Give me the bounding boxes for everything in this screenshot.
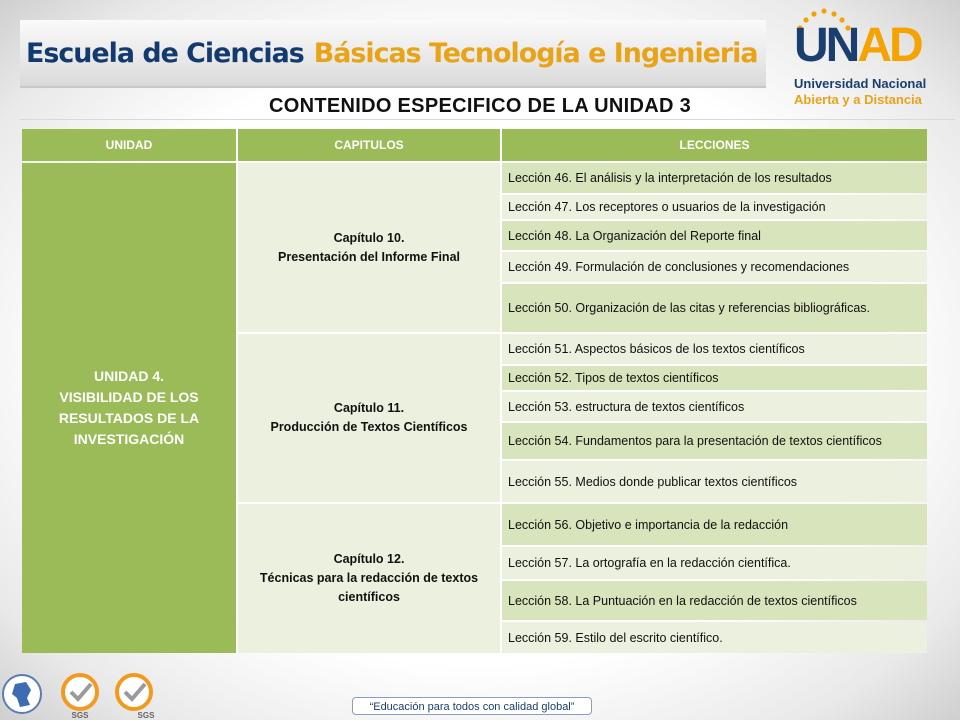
page-title: CONTENIDO ESPECIFICO DE LA UNIDAD 3 xyxy=(268,95,691,117)
table-header-row xyxy=(22,129,927,161)
header-capitulos: CAPITULOS xyxy=(238,129,500,161)
unit-cell xyxy=(22,163,236,653)
chapter-title: Presentación del Informe Final xyxy=(278,249,460,264)
chapter-number: Capítulo 12. xyxy=(333,552,405,566)
logo-wordmark-un: UN xyxy=(794,19,858,72)
logo-wordmark xyxy=(794,19,921,72)
chapter-number: Capítulo 11. xyxy=(333,401,405,415)
banner-text-school: Escuela de Ciencias xyxy=(26,37,304,69)
chapter-title: Técnicas para la redacción de textos científicos xyxy=(259,571,479,604)
lesson-cell: Lección 59. Estilo del escrito científico. xyxy=(502,622,927,653)
chapter-number: Capítulo 10. xyxy=(333,230,405,245)
footer-slogan: “Educación para todos con calidad global” xyxy=(352,697,592,715)
chapter-cell xyxy=(238,504,500,653)
sgs-label: SGS xyxy=(71,711,89,720)
footer-badges xyxy=(0,672,170,720)
chapter-title: Producción de Textos Científicos xyxy=(270,420,468,434)
lesson-cell: Lección 50. Organización de las citas y referencias bibliográficas. xyxy=(502,284,927,332)
logo-caption-line2: Abierta y a Distancia xyxy=(794,92,922,107)
lesson-cell: Lección 58. La Puntuación en la redacción de textos científicos xyxy=(502,581,927,620)
school-banner xyxy=(20,20,766,88)
lesson-cell: Lección 57. La ortografía en la redacción científica. xyxy=(502,547,927,579)
sgs-certification-icon xyxy=(117,675,155,720)
title-divider xyxy=(20,119,955,120)
sgs-label: SGS xyxy=(137,711,155,720)
banner-text-fields: Básicas Tecnología e Ingenieria xyxy=(313,37,758,69)
lesson-cell: Lección 53. estructura de textos científicos xyxy=(502,392,927,421)
lesson-cell: Lección 51. Aspectos básicos de los textos científicos xyxy=(502,334,927,364)
lesson-cell: Lección 46. El análisis y la interpretación de los resultados xyxy=(502,163,927,193)
lesson-cell: Lección 47. Los receptores o usuarios de la investigación xyxy=(502,195,927,219)
chapter-cell xyxy=(238,334,500,502)
lesson-cell: Lección 54. Fundamentos para la presentación de textos científicos xyxy=(502,423,927,459)
unit-number: UNIDAD 4. xyxy=(93,368,164,384)
colombia-map-seal-icon xyxy=(3,675,41,713)
unit-name: VISIBILIDAD DE LOS RESULTADOS DE LA INVESTIGACIÓN xyxy=(58,389,200,447)
lesson-cell: Lección 55. Medios donde publicar textos científicos xyxy=(502,461,927,502)
header-lecciones: LECCIONES xyxy=(502,129,927,161)
table-row xyxy=(22,163,927,193)
chapter-cell xyxy=(238,163,500,332)
logo-wordmark-ad: AD xyxy=(857,19,921,72)
logo-caption-line1: Universidad Nacional xyxy=(794,76,927,91)
lesson-cell: Lección 52. Tipos de textos científicos xyxy=(502,366,927,390)
lesson-cell: Lección 49. Formulación de conclusiones y recomendaciones xyxy=(502,252,927,282)
lesson-cell: Lección 48. La Organización del Reporte final xyxy=(502,221,927,250)
lesson-cell: Lección 56. Objetivo e importancia de la redacción xyxy=(502,504,927,545)
sgs-certification-icon xyxy=(63,675,97,720)
header-unidad: UNIDAD xyxy=(22,129,236,161)
content-table xyxy=(20,127,929,655)
